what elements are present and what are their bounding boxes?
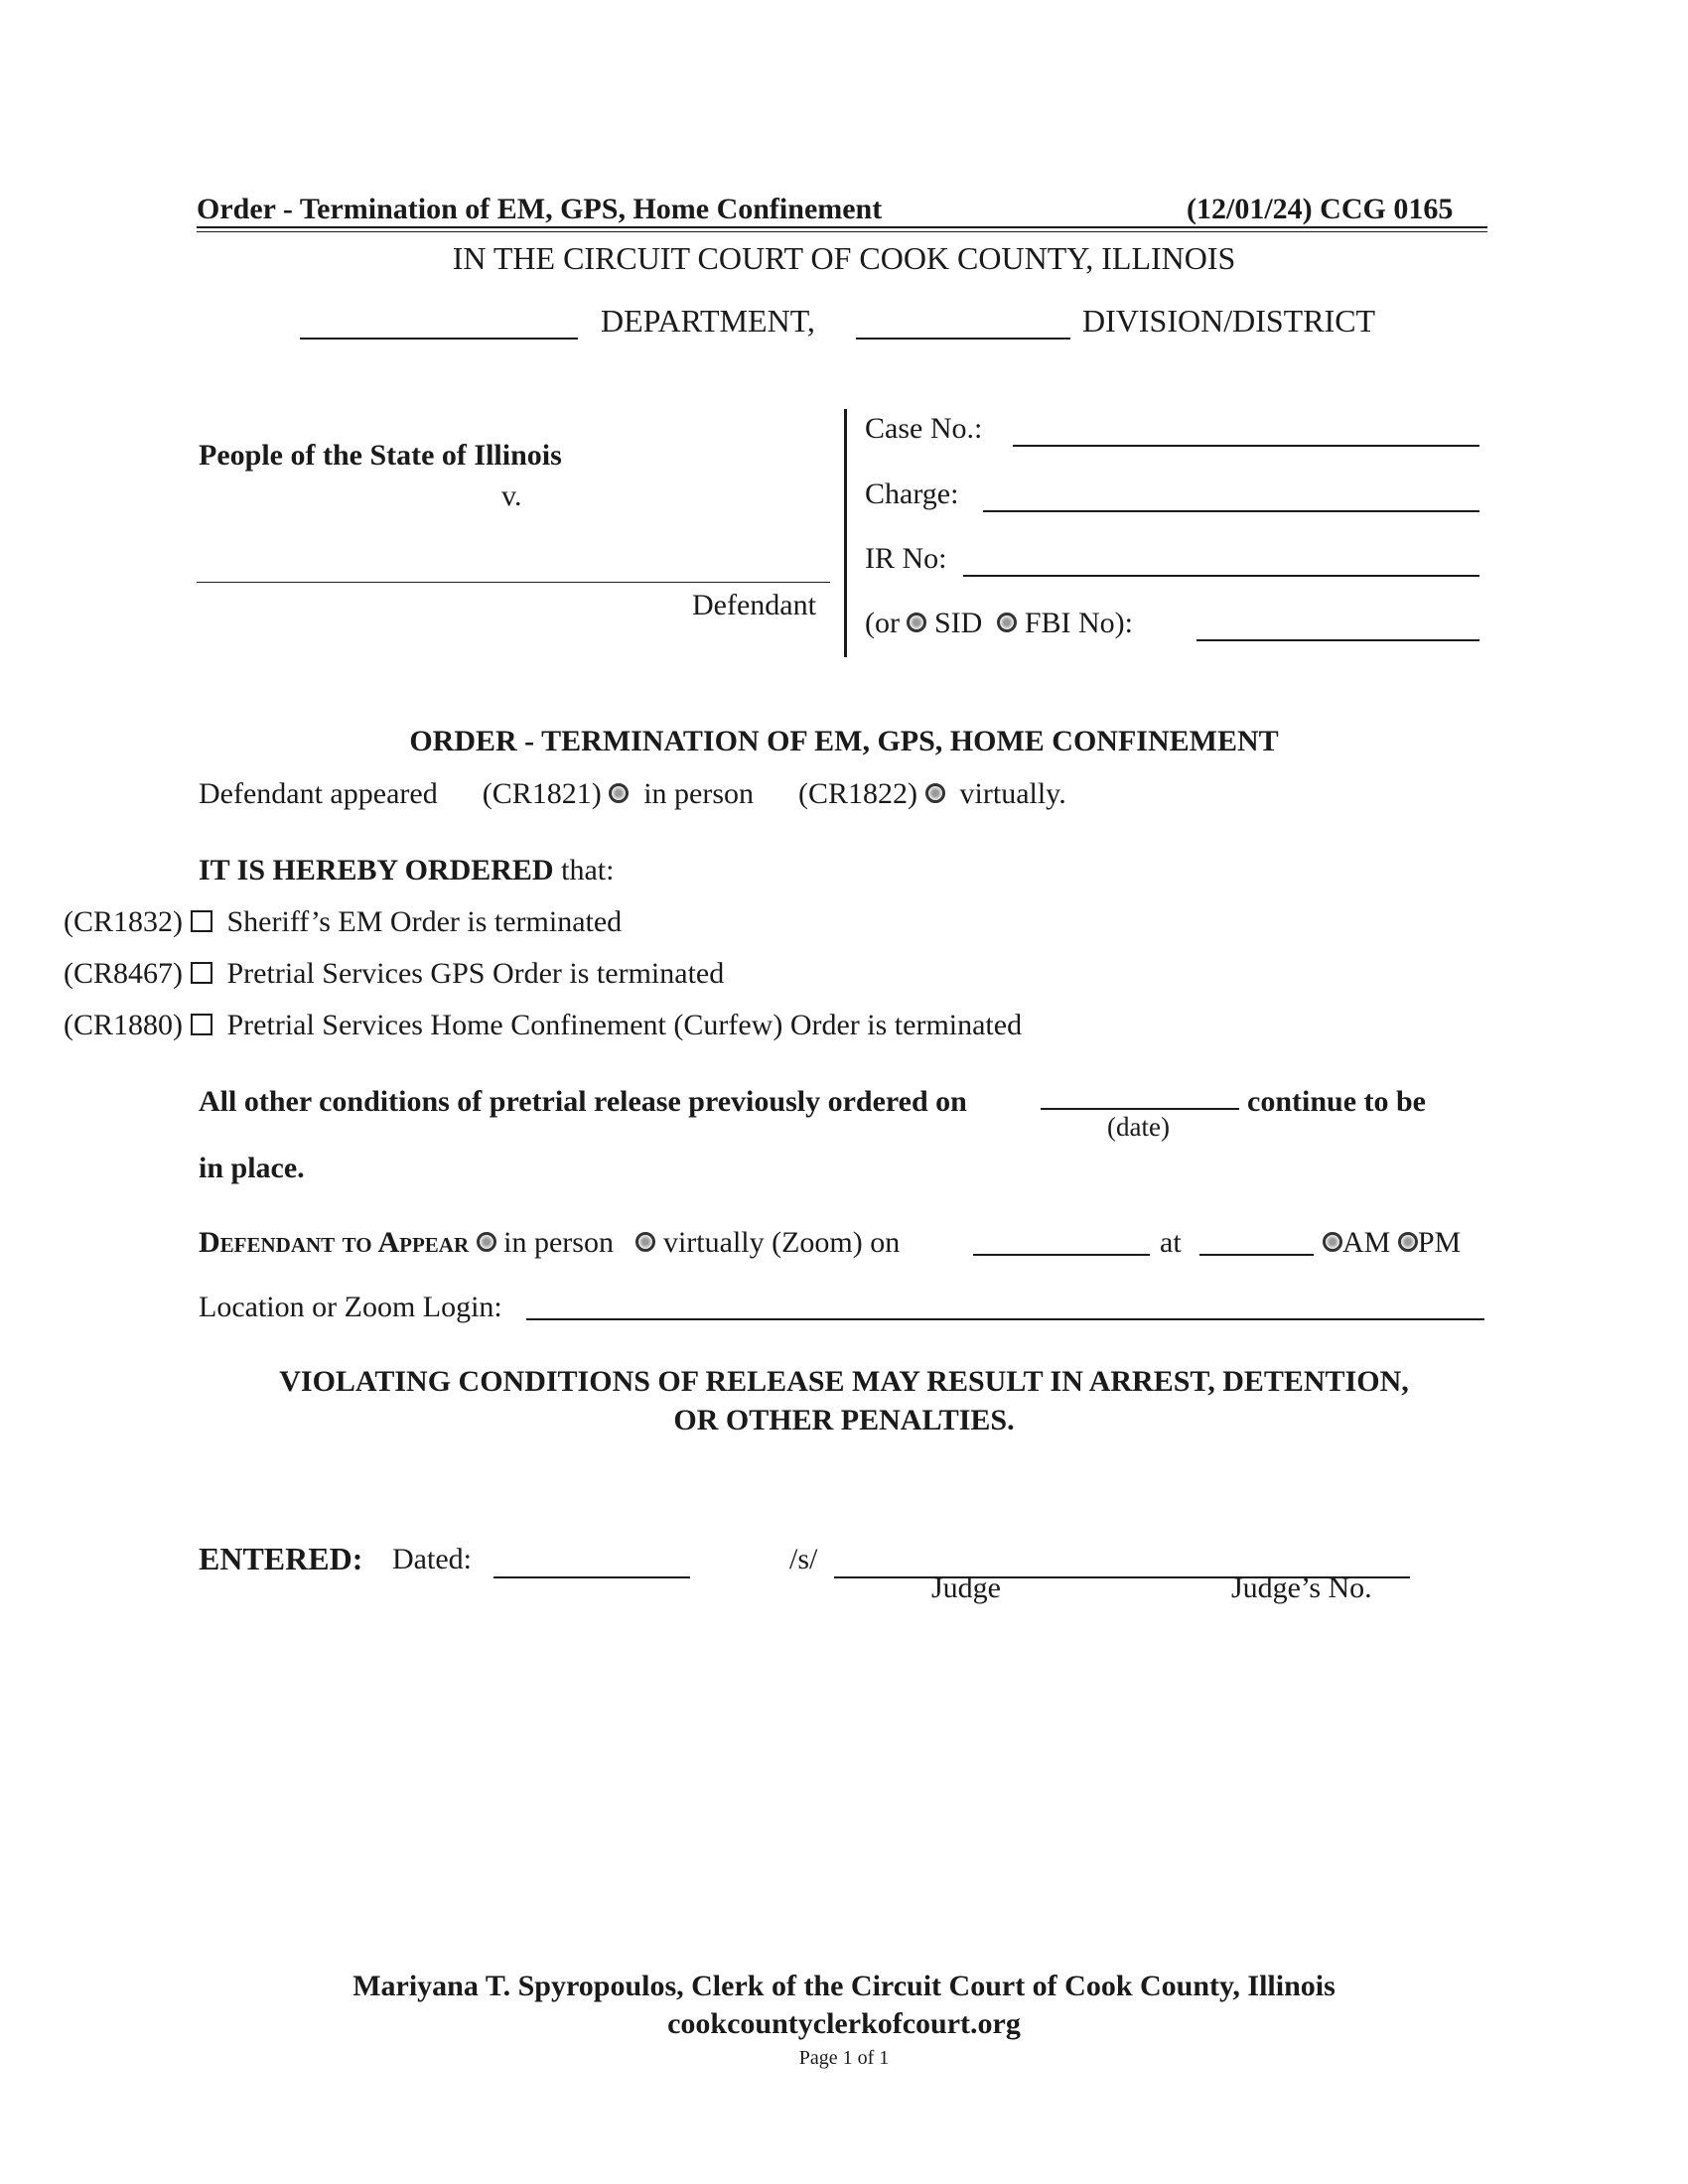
page-number: Page 1 of 1 <box>798 2047 890 2069</box>
case-no-label: Case No.: <box>865 412 983 445</box>
warning-line-2: OR OTHER PENALTIES. <box>673 1404 1015 1436</box>
judge-no-label: Judge’s No. <box>1231 1571 1372 1604</box>
judge-label: Judge <box>931 1571 1001 1604</box>
home-checkbox[interactable] <box>191 1014 212 1035</box>
form-code: (12/01/24) CCG 0165 <box>1187 193 1454 225</box>
item-code: (CR8467) <box>64 957 183 990</box>
date-caption: (date) <box>1107 1112 1170 1142</box>
location-label: Location or Zoom Login: <box>199 1291 502 1323</box>
signature-prefix: /s/ <box>789 1543 818 1575</box>
prior-order-date-field[interactable] <box>1041 1108 1239 1110</box>
clerk-name: Mariyana T. Spyropoulos, Clerk of the Circuit Court of Cook County, Illinois <box>352 1970 1336 2002</box>
department-blank[interactable] <box>300 338 578 340</box>
fbi-label: FBI No): <box>1024 607 1134 639</box>
appear-date-field[interactable] <box>973 1254 1150 1256</box>
conditions-text-3: in place. <box>199 1152 305 1184</box>
defendant-label: Defendant <box>692 589 816 621</box>
sid-label: SID <box>933 607 983 639</box>
appear-in-person-radio[interactable] <box>477 1232 496 1252</box>
department-label: DEPARTMENT, <box>601 303 815 339</box>
charge-field[interactable] <box>983 510 1479 512</box>
item-code: (CR1832) <box>64 905 183 938</box>
appear-virtual-radio[interactable] <box>635 1232 655 1252</box>
form-title: Order - Termination of EM, GPS, Home Confinement <box>197 193 883 225</box>
clerk-website[interactable]: cookcountyclerkofcourt.org <box>667 2007 1021 2040</box>
division-label: DIVISION/DISTRICT <box>1082 303 1376 339</box>
at-label: at <box>1160 1226 1182 1259</box>
or-label: (or <box>865 607 900 639</box>
order-item-gps <box>64 957 724 991</box>
ir-no-field[interactable] <box>963 575 1479 577</box>
appear-virtual-label: virtually (Zoom) on <box>662 1226 901 1259</box>
appear-label: Defendant to Appear <box>199 1226 470 1259</box>
header-rule <box>197 226 1487 228</box>
order-title: ORDER - TERMINATION OF EM, GPS, HOME CONFINEMENT <box>409 725 1279 757</box>
warning-line-1: VIOLATING CONDITIONS OF RELEASE MAY RESULT IN ARREST, DETENTION, <box>279 1365 1409 1398</box>
ir-no-label: IR No: <box>865 542 947 575</box>
item-text: Pretrial Services GPS Order is terminated <box>226 957 725 990</box>
order-item-home <box>64 1009 1022 1042</box>
ordered-bold: IT IS HEREBY ORDERED <box>199 854 554 887</box>
fbi-radio[interactable] <box>997 613 1017 632</box>
court-heading: IN THE CIRCUIT COURT OF COOK COUNTY, ILLINOIS <box>452 240 1236 276</box>
dated-label: Dated: <box>392 1543 472 1575</box>
virtually-radio[interactable] <box>925 783 945 803</box>
pm-radio[interactable] <box>1398 1232 1418 1252</box>
in-person-radio[interactable] <box>609 783 629 803</box>
appear-in-person-label: in person <box>503 1226 614 1259</box>
cr1822-code: (CR1822) <box>798 777 918 810</box>
appearance-row <box>199 777 1066 811</box>
location-field[interactable] <box>526 1318 1484 1320</box>
defendant-name-line[interactable] <box>197 582 830 583</box>
caption-divider <box>844 409 847 657</box>
am-radio[interactable] <box>1323 1232 1342 1252</box>
em-checkbox[interactable] <box>191 910 212 932</box>
header-rule-thin <box>197 231 1487 232</box>
versus: v. <box>501 479 522 512</box>
conditions-text-2: continue to be <box>1247 1085 1426 1118</box>
charge-label: Charge: <box>865 478 959 510</box>
division-blank[interactable] <box>856 338 1070 340</box>
appear-time-field[interactable] <box>1199 1254 1314 1256</box>
id-type-row <box>865 607 1133 640</box>
dated-field[interactable] <box>493 1576 690 1578</box>
am-label: AM <box>1342 1226 1391 1259</box>
virtually-label: virtually. <box>959 777 1066 810</box>
item-text: Sheriff’s EM Order is terminated <box>226 905 623 938</box>
appeared-label: Defendant appeared <box>199 777 438 810</box>
appear-row <box>199 1226 900 1260</box>
item-text: Pretrial Services Home Confinement (Curfew) Order is terminated <box>226 1009 1023 1041</box>
order-item-em <box>64 905 622 939</box>
gps-checkbox[interactable] <box>191 962 212 984</box>
ordered-rest: that: <box>561 854 615 887</box>
in-person-label: in person <box>643 777 755 810</box>
entered-label: ENTERED: <box>199 1541 363 1576</box>
sid-radio[interactable] <box>907 613 926 632</box>
cr1821-code: (CR1821) <box>482 777 602 810</box>
ampm-row <box>1323 1226 1461 1260</box>
conditions-text-1: All other conditions of pretrial release previously ordered on <box>199 1085 967 1118</box>
sid-fbi-field[interactable] <box>1196 639 1479 641</box>
plaintiff-name: People of the State of Illinois <box>199 439 562 472</box>
ordered-heading <box>199 854 614 887</box>
pm-label: PM <box>1417 1226 1462 1259</box>
case-no-field[interactable] <box>1013 445 1479 447</box>
item-code: (CR1880) <box>64 1009 183 1041</box>
